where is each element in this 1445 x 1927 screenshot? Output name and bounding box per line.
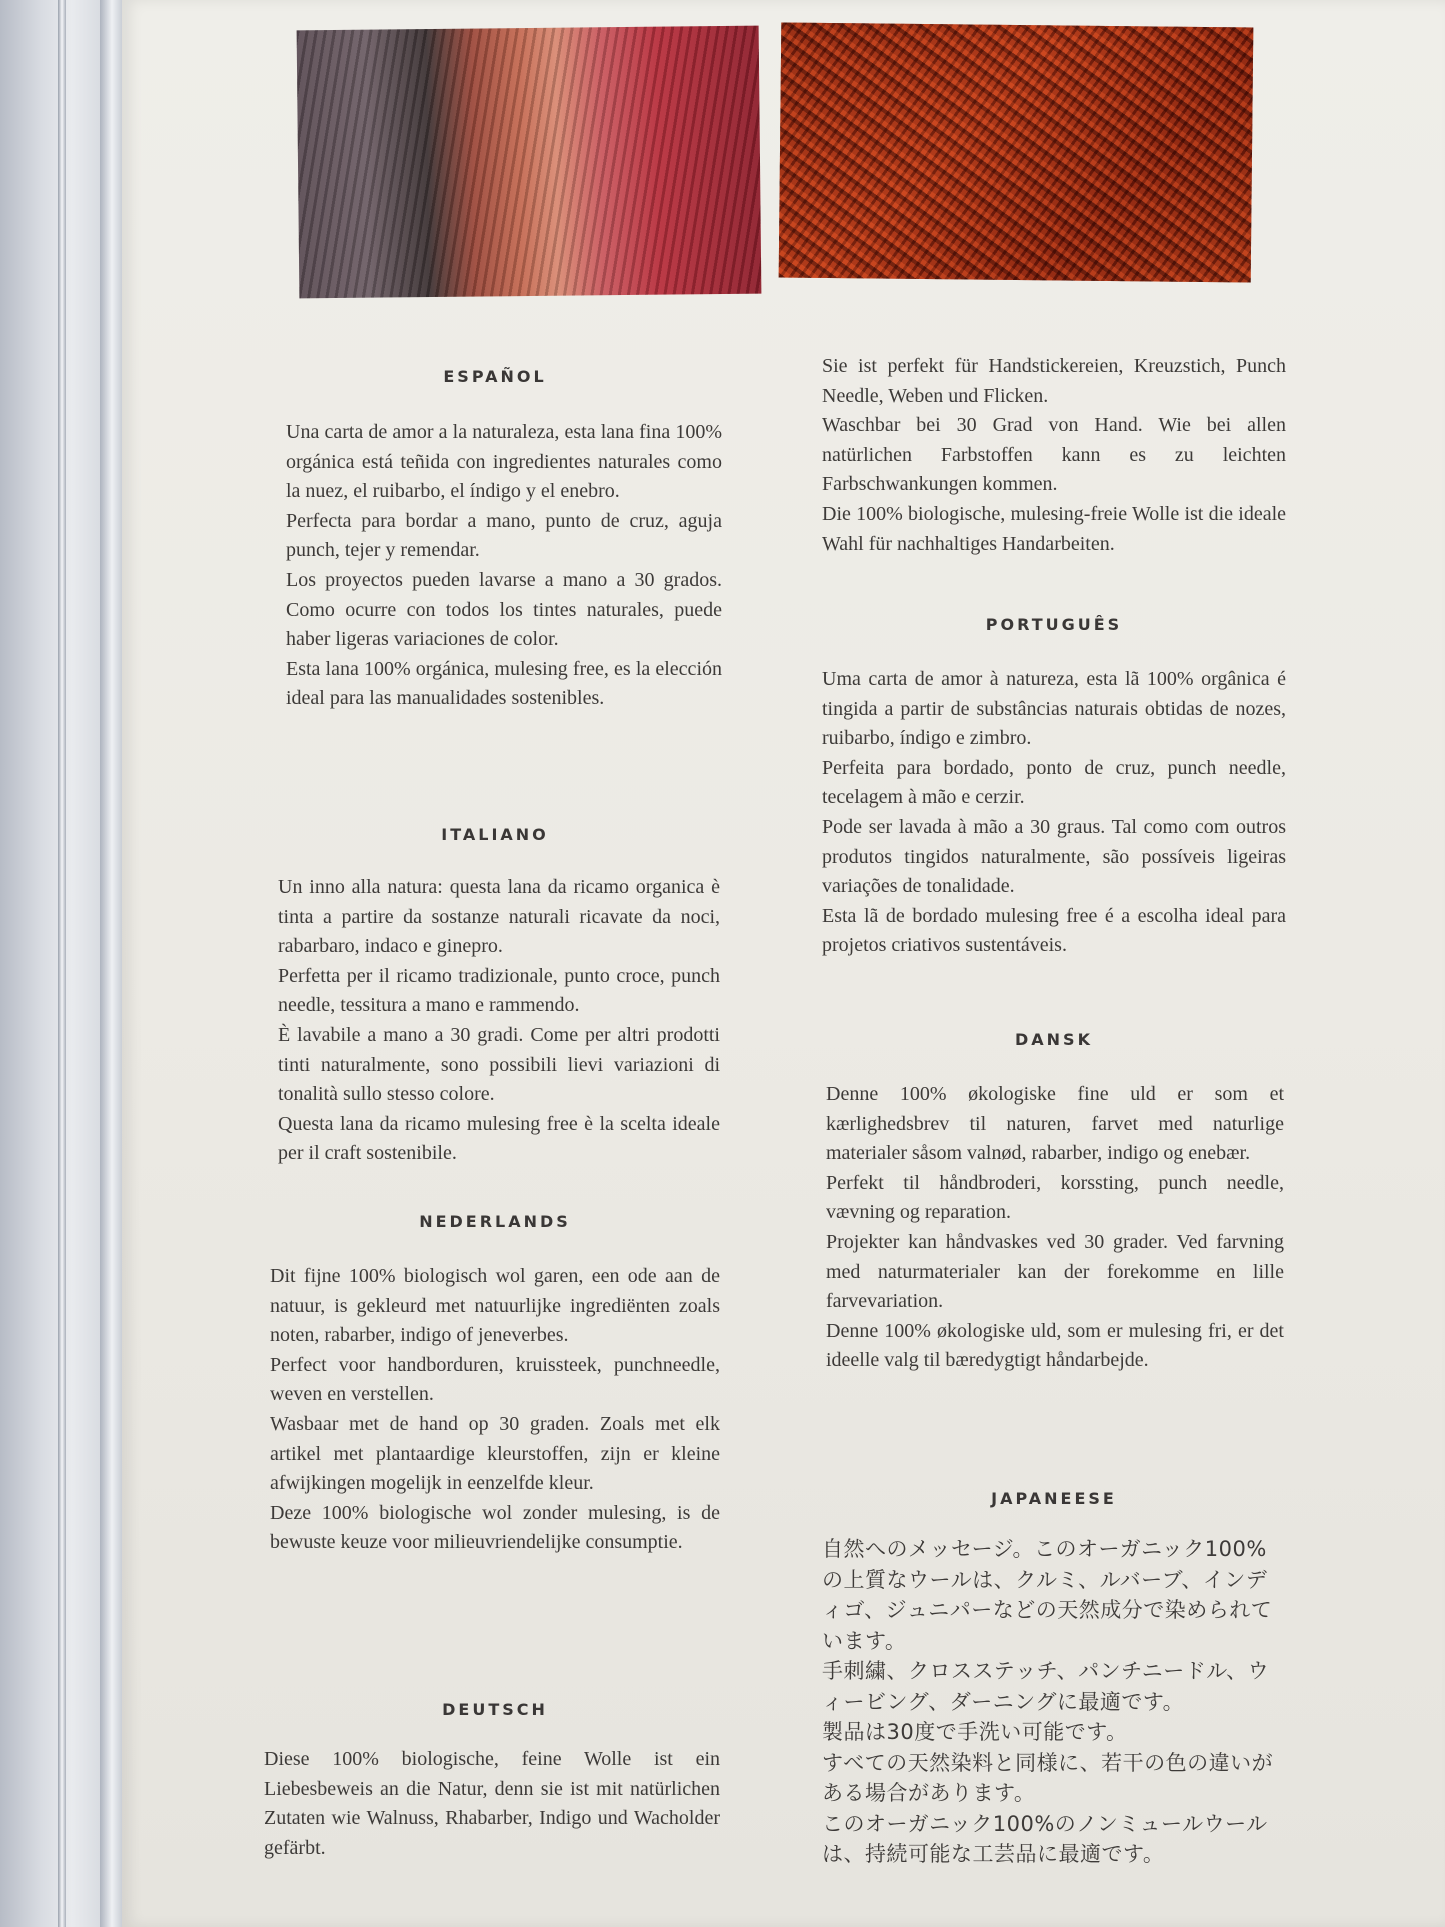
paragraph: Waschbar bei 30 Grad von Hand. Wie bei allen natürlichen Farbstoffen kann es zu leichten Farbschwankungen kommen. (822, 414, 1286, 496)
paragraph: Esta lã de bordado mulesing free é a escolha ideal para projetos criativos sustentáveis. (822, 904, 1286, 957)
paragraph: Los proyectos pueden lavarse a mano a 30 grados. Como ocurre con todos los tintes naturales, puede haber ligeras variaciones de color. (286, 568, 722, 651)
paragraph: Sie ist perfekt für Handstickereien, Kreuzstich, Punch Needle, Weben und Flicken. (822, 355, 1286, 407)
heading-dansk: DANSK (1015, 1030, 1093, 1049)
paragraph: Questa lana da ricamo mulesing free è la scelta ideale per il craft sostenibile. (278, 1112, 720, 1165)
paragraph: Diese 100% biologische, feine Wolle ist ein Liebesbeweis an die Natur, denn sie ist mit natürlichen Zutaten wie Walnuss, Rhabarber, Indigo und Wacholder gefärbt. (264, 1748, 720, 1859)
paragraph: 手刺繍、クロスステッチ、パンチニードル、ウィービング、ダーニングに最適です。 (822, 1659, 1270, 1714)
paragraph: Esta lana 100% orgánica, mulesing free, es la elección ideal para las manualidades sostenibles. (286, 657, 722, 710)
paragraph: Die 100% biologische, mulesing-freie Wolle ist die ideale Wahl für nachhaltiges Handarbeiten. (822, 502, 1286, 555)
paragraph: Perfeita para bordado, ponto de cruz, punch needle, tecelagem à mão e cerzir. (822, 756, 1286, 809)
paragraph: Wasbaar met de hand op 30 graden. Zoals met elk artikel met plantaardige kleurstoffen, zijn er kleine afwijkingen mogelijk in eenzelfde kleur. (270, 1412, 720, 1495)
text-portugues (822, 665, 1286, 961)
paragraph: Perfecta para bordar a mano, punto de cruz, aguja punch, tejer y remendar. (286, 509, 722, 562)
text-deutsch-continued (822, 352, 1286, 559)
dye-wood-chips-photo (779, 23, 1254, 283)
page-edge (100, 0, 124, 1927)
paragraph: Perfetta per il ricamo tradizionale, punto croce, punch needle, tessitura a mano e rammendo. (278, 964, 720, 1017)
paragraph: Denne 100% økologiske uld, som er mulesing fri, er det ideelle valg til bæredygtigt håndarbejde. (826, 1319, 1284, 1372)
text-deutsch (264, 1745, 720, 1863)
section-dansk (822, 1025, 1286, 1055)
text-dansk (826, 1080, 1284, 1376)
heading-portugues: PORTUGUÊS (985, 615, 1123, 634)
heading-espanol: ESPAÑOL (443, 367, 547, 386)
yarn-skeins-photo (297, 26, 762, 299)
section-espanol (270, 362, 720, 392)
paragraph: Una carta de amor a la naturaleza, esta lana fina 100% orgánica está teñida con ingredientes naturales como la nuez, el ruibarbo, el índigo y el enebro. (286, 421, 722, 503)
paragraph: È lavabile a mano a 30 gradi. Come per altri prodotti tinti naturalmente, sono possibili lievi variazioni di tonalità sullo stesso colore. (278, 1023, 720, 1106)
paragraph: 製品は30度で手洗い可能です。 (822, 1720, 1128, 1744)
paragraph: Dit fijne 100% biologisch wol garen, een ode aan de natuur, is gekleurd met natuurlijke ingrediënten zoals noten, rabarber, indigo of jeneverbes. (270, 1265, 720, 1347)
heading-deutsch: DEUTSCH (442, 1700, 548, 1719)
paragraph: Deze 100% biologische wol zonder mulesing, is de bewuste keuze voor milieuvriendelijke consumptie. (270, 1501, 720, 1554)
section-japanese (822, 1484, 1286, 1514)
binder-edge (58, 0, 66, 1927)
section-portugues (822, 610, 1286, 640)
paragraph: Denne 100% økologiske fine uld er som et kærlighedsbrev til naturen, farvet med naturlige materialer såsom valnød, rabarber, indigo og enebær. (826, 1083, 1284, 1165)
heading-italiano: ITALIANO (441, 825, 549, 844)
paragraph: すべての天然染料と同様に、若干の色の違いがある場合があります。 (822, 1750, 1274, 1805)
paragraph: Perfect voor handborduren, kruissteek, punchneedle, weven en verstellen. (270, 1353, 720, 1406)
heading-japanese: JAPANEESE (991, 1489, 1117, 1508)
paragraph: Uma carta de amor à natureza, esta lã 100% orgânica é tingida a partir de substâncias naturais obtidas de nozes, ruibarbo, índigo e zimbro. (822, 668, 1286, 750)
paragraph: 自然へのメッセージ。このオーガニック100%の上質なウールは、クルミ、ルバーブ、インディゴ、ジュニパーなどの天然成分で染められています。 (822, 1537, 1273, 1653)
paragraph: Projekter kan håndvaskes ved 30 grader. Ved farvning med naturmaterialer kan der forekomme en lille farvevariation. (826, 1230, 1284, 1313)
text-italiano (278, 873, 720, 1169)
paragraph: Pode ser lavada à mão a 30 graus. Tal como com outros produtos tingidos naturalmente, são possíveis ligeiras variações de tonalidade. (822, 815, 1286, 898)
text-nederlands (270, 1262, 720, 1558)
heading-nederlands: NEDERLANDS (419, 1212, 571, 1231)
paragraph: このオーガニック100%のノンミュールウールは、持続可能な工芸品に最適です。 (822, 1811, 1268, 1866)
paragraph: Un inno alla natura: questa lana da ricamo organica è tinta a partire da sostanze naturali ricavate da noci, rabarbaro, indaco e ginepro. (278, 876, 720, 958)
section-deutsch (270, 1695, 720, 1725)
text-japanese (822, 1534, 1284, 1870)
section-nederlands (270, 1207, 720, 1237)
section-italiano (270, 820, 720, 850)
paragraph: Perfekt til håndbroderi, korssting, punch needle, vævning og reparation. (826, 1171, 1284, 1224)
text-espanol (286, 418, 722, 714)
